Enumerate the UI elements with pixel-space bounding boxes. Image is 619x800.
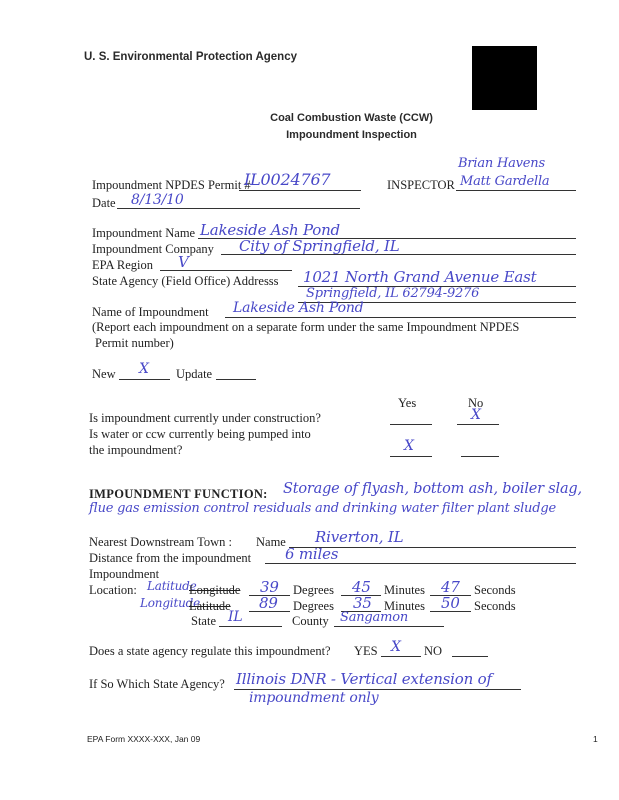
nearest-town-label: Nearest Downstream Town : — [89, 535, 232, 549]
long-minutes-label: Minutes — [384, 599, 425, 613]
q2-yes-line[interactable] — [390, 456, 432, 457]
date-value[interactable]: 8/13/10 — [131, 192, 184, 208]
county-line — [334, 626, 444, 627]
name-of-impoundment-line — [225, 317, 576, 318]
inspector-label: INSPECTOR — [387, 178, 455, 192]
permit-value[interactable]: IL0024767 — [244, 170, 331, 189]
new-mark[interactable]: X — [139, 361, 149, 377]
long-minutes-value[interactable]: 35 — [353, 594, 372, 612]
long-degrees-label: Degrees — [293, 599, 334, 613]
redaction-box — [472, 46, 537, 110]
state-agency-label: State Agency (Field Office) Addresss — [92, 274, 279, 288]
form-id: EPA Form XXXX-XXX, Jan 09 — [87, 734, 201, 744]
question-under-construction: Is impoundment currently under construction? — [89, 411, 321, 425]
new-line — [119, 379, 170, 380]
update-line[interactable] — [216, 379, 256, 380]
regulation-no-label: NO — [424, 644, 443, 658]
date-label: Date — [92, 196, 116, 210]
lat-degrees-label: Degrees — [293, 583, 334, 597]
latitude-printed-struck: Latitude — [189, 599, 231, 613]
page-number: 1 — [593, 734, 598, 744]
state-agency-value-1[interactable]: 1021 North Grand Avenue East — [303, 268, 537, 286]
report-note-line1: (Report each impoundment on a separate form under the same Impoundment NPDES — [92, 320, 520, 334]
no-header: No — [468, 396, 484, 410]
function-label: IMPOUNDMENT FUNCTION: — [89, 487, 268, 501]
long-degrees-value[interactable]: 89 — [259, 594, 278, 612]
distance-value[interactable]: 6 miles — [285, 545, 339, 563]
location-label: Location: — [89, 583, 137, 597]
date-line — [117, 208, 360, 209]
name-of-impoundment-value[interactable]: Lakeside Ash Pond — [233, 300, 364, 316]
regulation-yes-label: YES — [354, 644, 378, 658]
inspector-value-2[interactable]: Matt Gardella — [460, 174, 550, 189]
state-regulation-question: Does a state agency regulate this impoundment? — [89, 644, 331, 658]
lat-seconds-value[interactable]: 47 — [441, 578, 460, 596]
name-of-impoundment-label: Name of Impoundment — [92, 305, 209, 319]
impoundment-name-value[interactable]: Lakeside Ash Pond — [200, 221, 340, 239]
impoundment-company-label: Impoundment Company — [92, 242, 214, 256]
q2-yes-mark: X — [404, 438, 414, 454]
town-name-value[interactable]: Riverton, IL — [315, 528, 404, 546]
q2-no-line[interactable] — [461, 456, 499, 457]
lat-minutes-value[interactable]: 45 — [352, 578, 371, 596]
question-pumped-line2: the impoundment? — [89, 443, 183, 457]
q1-no-line[interactable] — [457, 424, 499, 425]
lat-degrees-value[interactable]: 39 — [260, 578, 279, 596]
permit-line — [239, 190, 361, 191]
town-name-label: Name — [256, 535, 286, 549]
state-line — [219, 626, 282, 627]
new-label: New — [92, 367, 116, 381]
yes-header: Yes — [398, 396, 417, 410]
permit-label: Impoundment NPDES Permit # — [92, 178, 251, 192]
epa-region-value[interactable]: V — [178, 253, 189, 271]
epa-region-label: EPA Region — [92, 258, 154, 272]
which-agency-value-2[interactable]: impoundment only — [249, 690, 379, 706]
q1-no-mark: X — [471, 407, 481, 423]
impoundment-name-label: Impoundment Name — [92, 226, 196, 240]
q1-yes-line[interactable] — [390, 424, 432, 425]
form-title-line2: Impoundment Inspection — [286, 129, 417, 141]
form-title-line1: Coal Combustion Waste (CCW) — [270, 112, 433, 124]
inspector-line — [456, 190, 576, 191]
longitude-handwritten: Longitude — [140, 596, 200, 610]
regulation-yes-mark: X — [391, 639, 401, 655]
state-agency-value-2[interactable]: Springfield, IL 62794-9276 — [306, 286, 480, 301]
regulation-yes-line[interactable] — [381, 656, 421, 657]
state-label: State — [191, 614, 216, 628]
impoundment-company-value[interactable]: City of Springfield, IL — [239, 237, 400, 255]
report-note-line2: Permit number) — [95, 336, 174, 350]
distance-label: Distance from the impoundment — [89, 551, 252, 565]
regulation-no-line[interactable] — [452, 656, 488, 657]
agency-name: U. S. Environmental Protection Agency — [84, 51, 298, 63]
inspector-value-1: Brian Havens — [458, 156, 545, 171]
which-agency-value-1[interactable]: Illinois DNR - Vertical extension of — [236, 670, 492, 688]
function-value-line2[interactable]: flue gas emission control residuals and drinking water filter plant sludge — [89, 501, 556, 516]
long-seconds-value[interactable]: 50 — [441, 594, 460, 612]
distance-line — [265, 563, 576, 564]
question-pumped-line1: Is water or ccw currently being pumped into — [89, 427, 311, 441]
county-label: County — [292, 614, 329, 628]
county-value[interactable]: Sangamon — [340, 610, 409, 625]
lat-minutes-label: Minutes — [384, 583, 425, 597]
latitude-handwritten: Latitude — [147, 579, 197, 593]
lat-seconds-label: Seconds — [474, 583, 516, 597]
state-value[interactable]: IL — [228, 609, 243, 625]
which-agency-label: If So Which State Agency? — [89, 677, 225, 691]
function-value-line1[interactable]: Storage of flyash, bottom ash, boiler slag, — [283, 481, 582, 497]
impoundment-location-label: Impoundment — [89, 567, 160, 581]
long-seconds-label: Seconds — [474, 599, 516, 613]
longitude-printed-struck: Longitude — [189, 583, 241, 597]
update-label: Update — [176, 367, 213, 381]
